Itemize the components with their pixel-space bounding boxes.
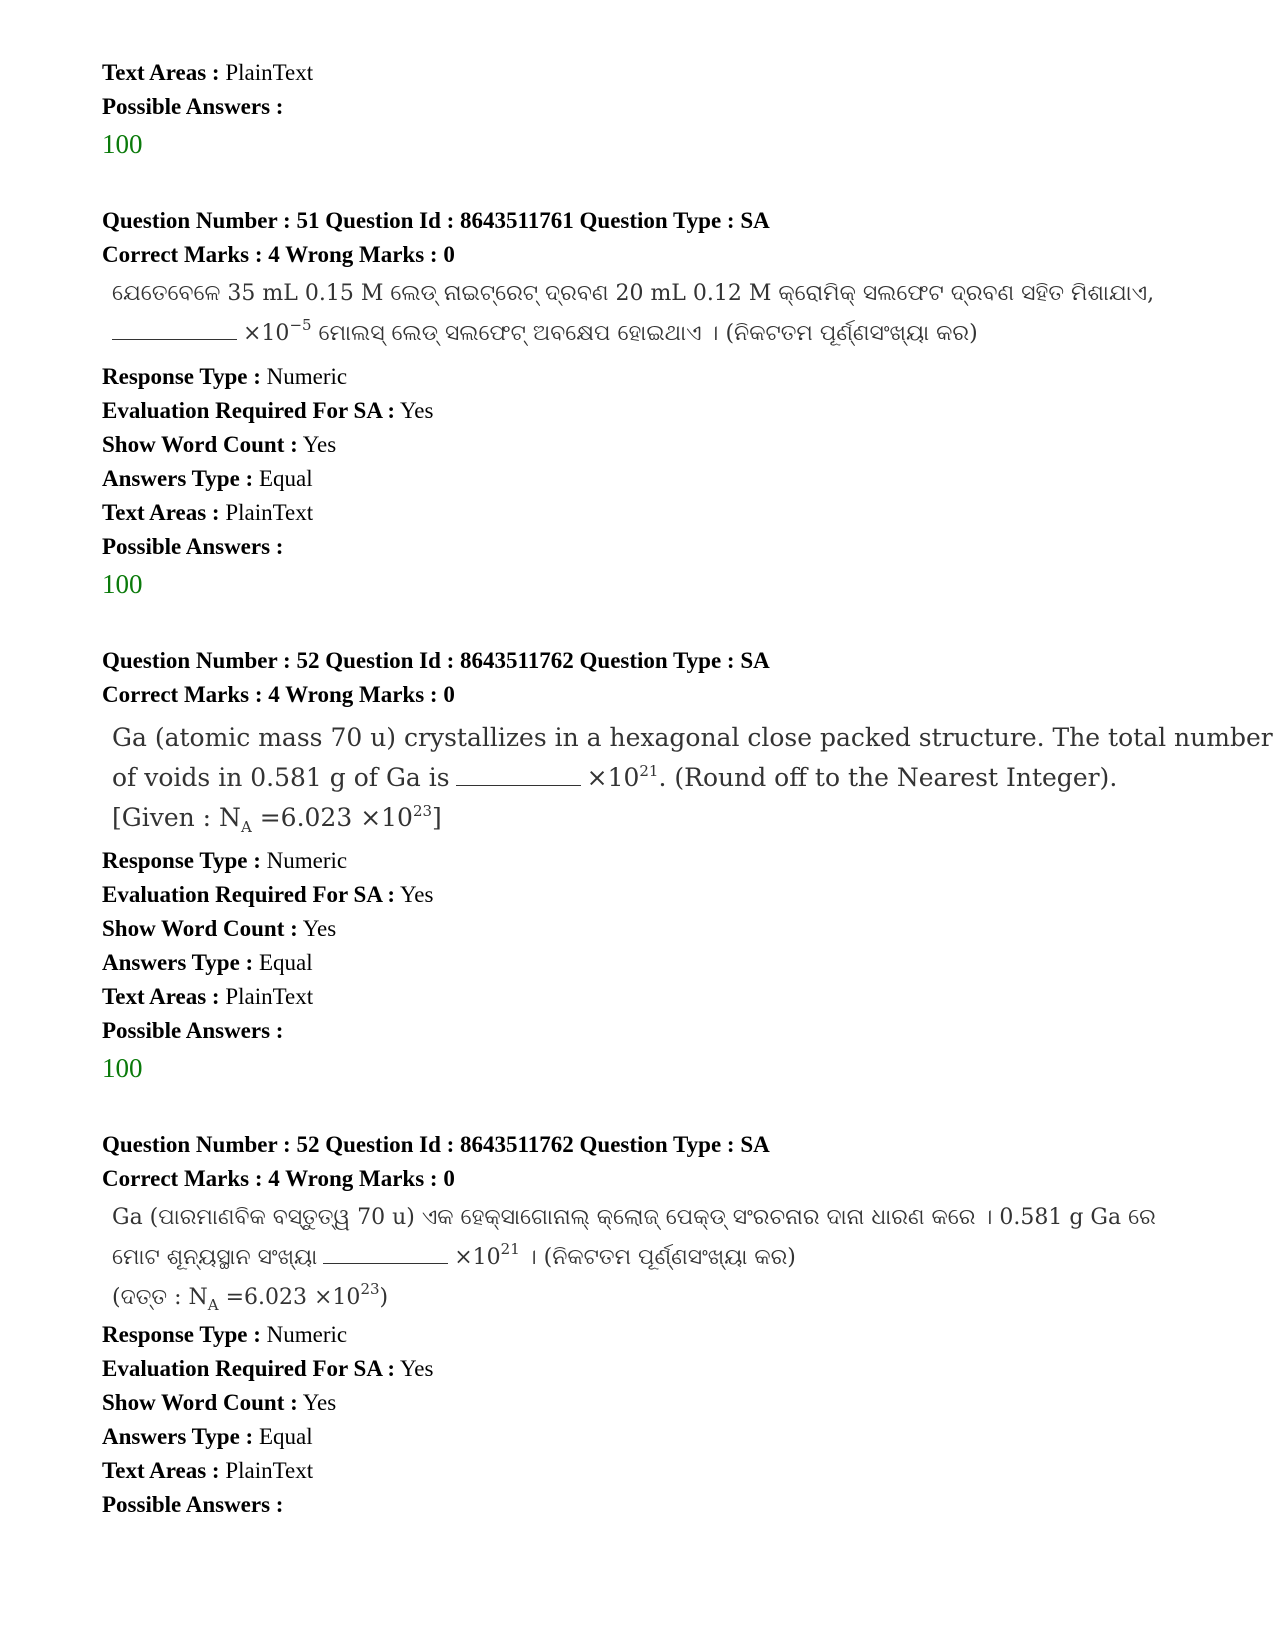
question-header: Question Number : 52 Question Id : 8643511762 Question Type : SA <box>102 648 770 673</box>
question-line-3: (ଦତ୍ତ : $N_A =6.023 \times 10^{23}$) <box>112 1280 389 1314</box>
question-header: Question Number : 52 Question Id : 8643511762 Question Type : SA <box>102 1132 770 1157</box>
text-areas-row: Text Areas : PlainText <box>102 500 314 525</box>
eval-required-row: Evaluation Required For SA : Yes <box>102 882 434 907</box>
possible-answers-label: Possible Answers : <box>102 94 284 119</box>
eval-required-row: Evaluation Required For SA : Yes <box>102 1356 434 1381</box>
question-block-52-en <box>102 644 1273 1088</box>
question-header: Question Number : 51 Question Id : 8643511761 Question Type : SA <box>102 208 770 233</box>
question-line-2: ମୋଟ ଶୂନ୍ୟସ୍ଥାନ ସଂଖ୍ୟା $\times 10^{21}$ । (ନିକଟତମ ପୂର୍ଣ୍ଣସଂଖ୍ୟା କର) <box>112 1240 796 1270</box>
text-areas-row <box>102 56 1192 90</box>
question-line-2: $\times 10^{-5}$ ମୋଲସ୍ ଲେଡ୍ ସଲଫେଟ୍ ଅବକ୍ଷେପ ହୋଇଥାଏ । (ନିକଟତମ ପୂର୍ଣ୍ଣସଂଖ୍ୟା କର) <box>112 314 1192 354</box>
possible-answer-value: 100 <box>102 129 143 159</box>
question-text <box>112 1198 1192 1318</box>
question-line-1: Ga (ପାରମାଣବିକ ବସ୍ତୁତ୍ୱ 70 u) ଏକ ହେକ୍ସାଗୋନାଲ୍ କ୍ଲୋଜ୍ ପେକ୍ଡ୍ ସଂରଚନାର ଦାନା ଧାରଣ କରେ । 0.581 g Ga ରେ <box>112 1205 1156 1230</box>
response-type-row: Response Type : Numeric <box>102 1322 348 1347</box>
answers-type-row: Answers Type : Equal <box>102 466 313 491</box>
question-text <box>112 274 1192 354</box>
possible-answers-row: Possible Answers : <box>102 534 284 559</box>
possible-answers-row: Possible Answers : <box>102 1018 284 1043</box>
possible-answers-row <box>102 90 1192 124</box>
answers-type-row: Answers Type : Equal <box>102 1424 313 1449</box>
response-type-row: Response Type : Numeric <box>102 848 348 873</box>
text-areas-row: Text Areas : PlainText <box>102 1458 314 1483</box>
show-word-count-row: Show Word Count : Yes <box>102 1390 337 1415</box>
question-block-51 <box>102 204 1192 604</box>
eval-required-row: Evaluation Required For SA : Yes <box>102 398 434 423</box>
text-areas-row: Text Areas : PlainText <box>102 984 314 1009</box>
question-line-3: [Given : $N_A =6.023 \times 10^{23}$] <box>112 802 442 836</box>
document-page <box>102 56 1273 1522</box>
question-marks: Correct Marks : 4 Wrong Marks : 0 <box>102 242 455 267</box>
question-line-1: ଯେତେବେଳେ 35 mL 0.15 M ଲେଡ୍ ନାଇଟ୍ରେଟ୍ ଦ୍ରବଣ 20 mL 0.12 M କ୍ରୋମିକ୍ ସଲଫେଟ ଦ୍ରବଣ ସହିତ ମିଶାଯାଏ, <box>112 281 1155 306</box>
possible-answer-value: 100 <box>102 1053 143 1083</box>
possible-answer-value: 100 <box>102 569 143 599</box>
answers-type-row: Answers Type : Equal <box>102 950 313 975</box>
question-line-1: Ga (atomic mass 70 u) crystallizes in a hexagonal close packed structure. The total number <box>112 723 1273 752</box>
possible-answers-row: Possible Answers : <box>102 1492 284 1517</box>
response-type-row: Response Type : Numeric <box>102 364 348 389</box>
show-word-count-row: Show Word Count : Yes <box>102 916 337 941</box>
question-line-2: of voids in 0.581 g of Ga is $\times 10^{21}$. (Round off to the Nearest Integer). <box>112 762 1118 792</box>
question-text <box>112 718 1273 838</box>
text-areas-value: PlainText <box>225 60 314 85</box>
show-word-count-row: Show Word Count : Yes <box>102 432 337 457</box>
question-marks: Correct Marks : 4 Wrong Marks : 0 <box>102 1166 455 1191</box>
text-areas-label: Text Areas : <box>102 60 220 85</box>
question-marks: Correct Marks : 4 Wrong Marks : 0 <box>102 682 455 707</box>
question-block-52-or <box>102 1128 1192 1522</box>
